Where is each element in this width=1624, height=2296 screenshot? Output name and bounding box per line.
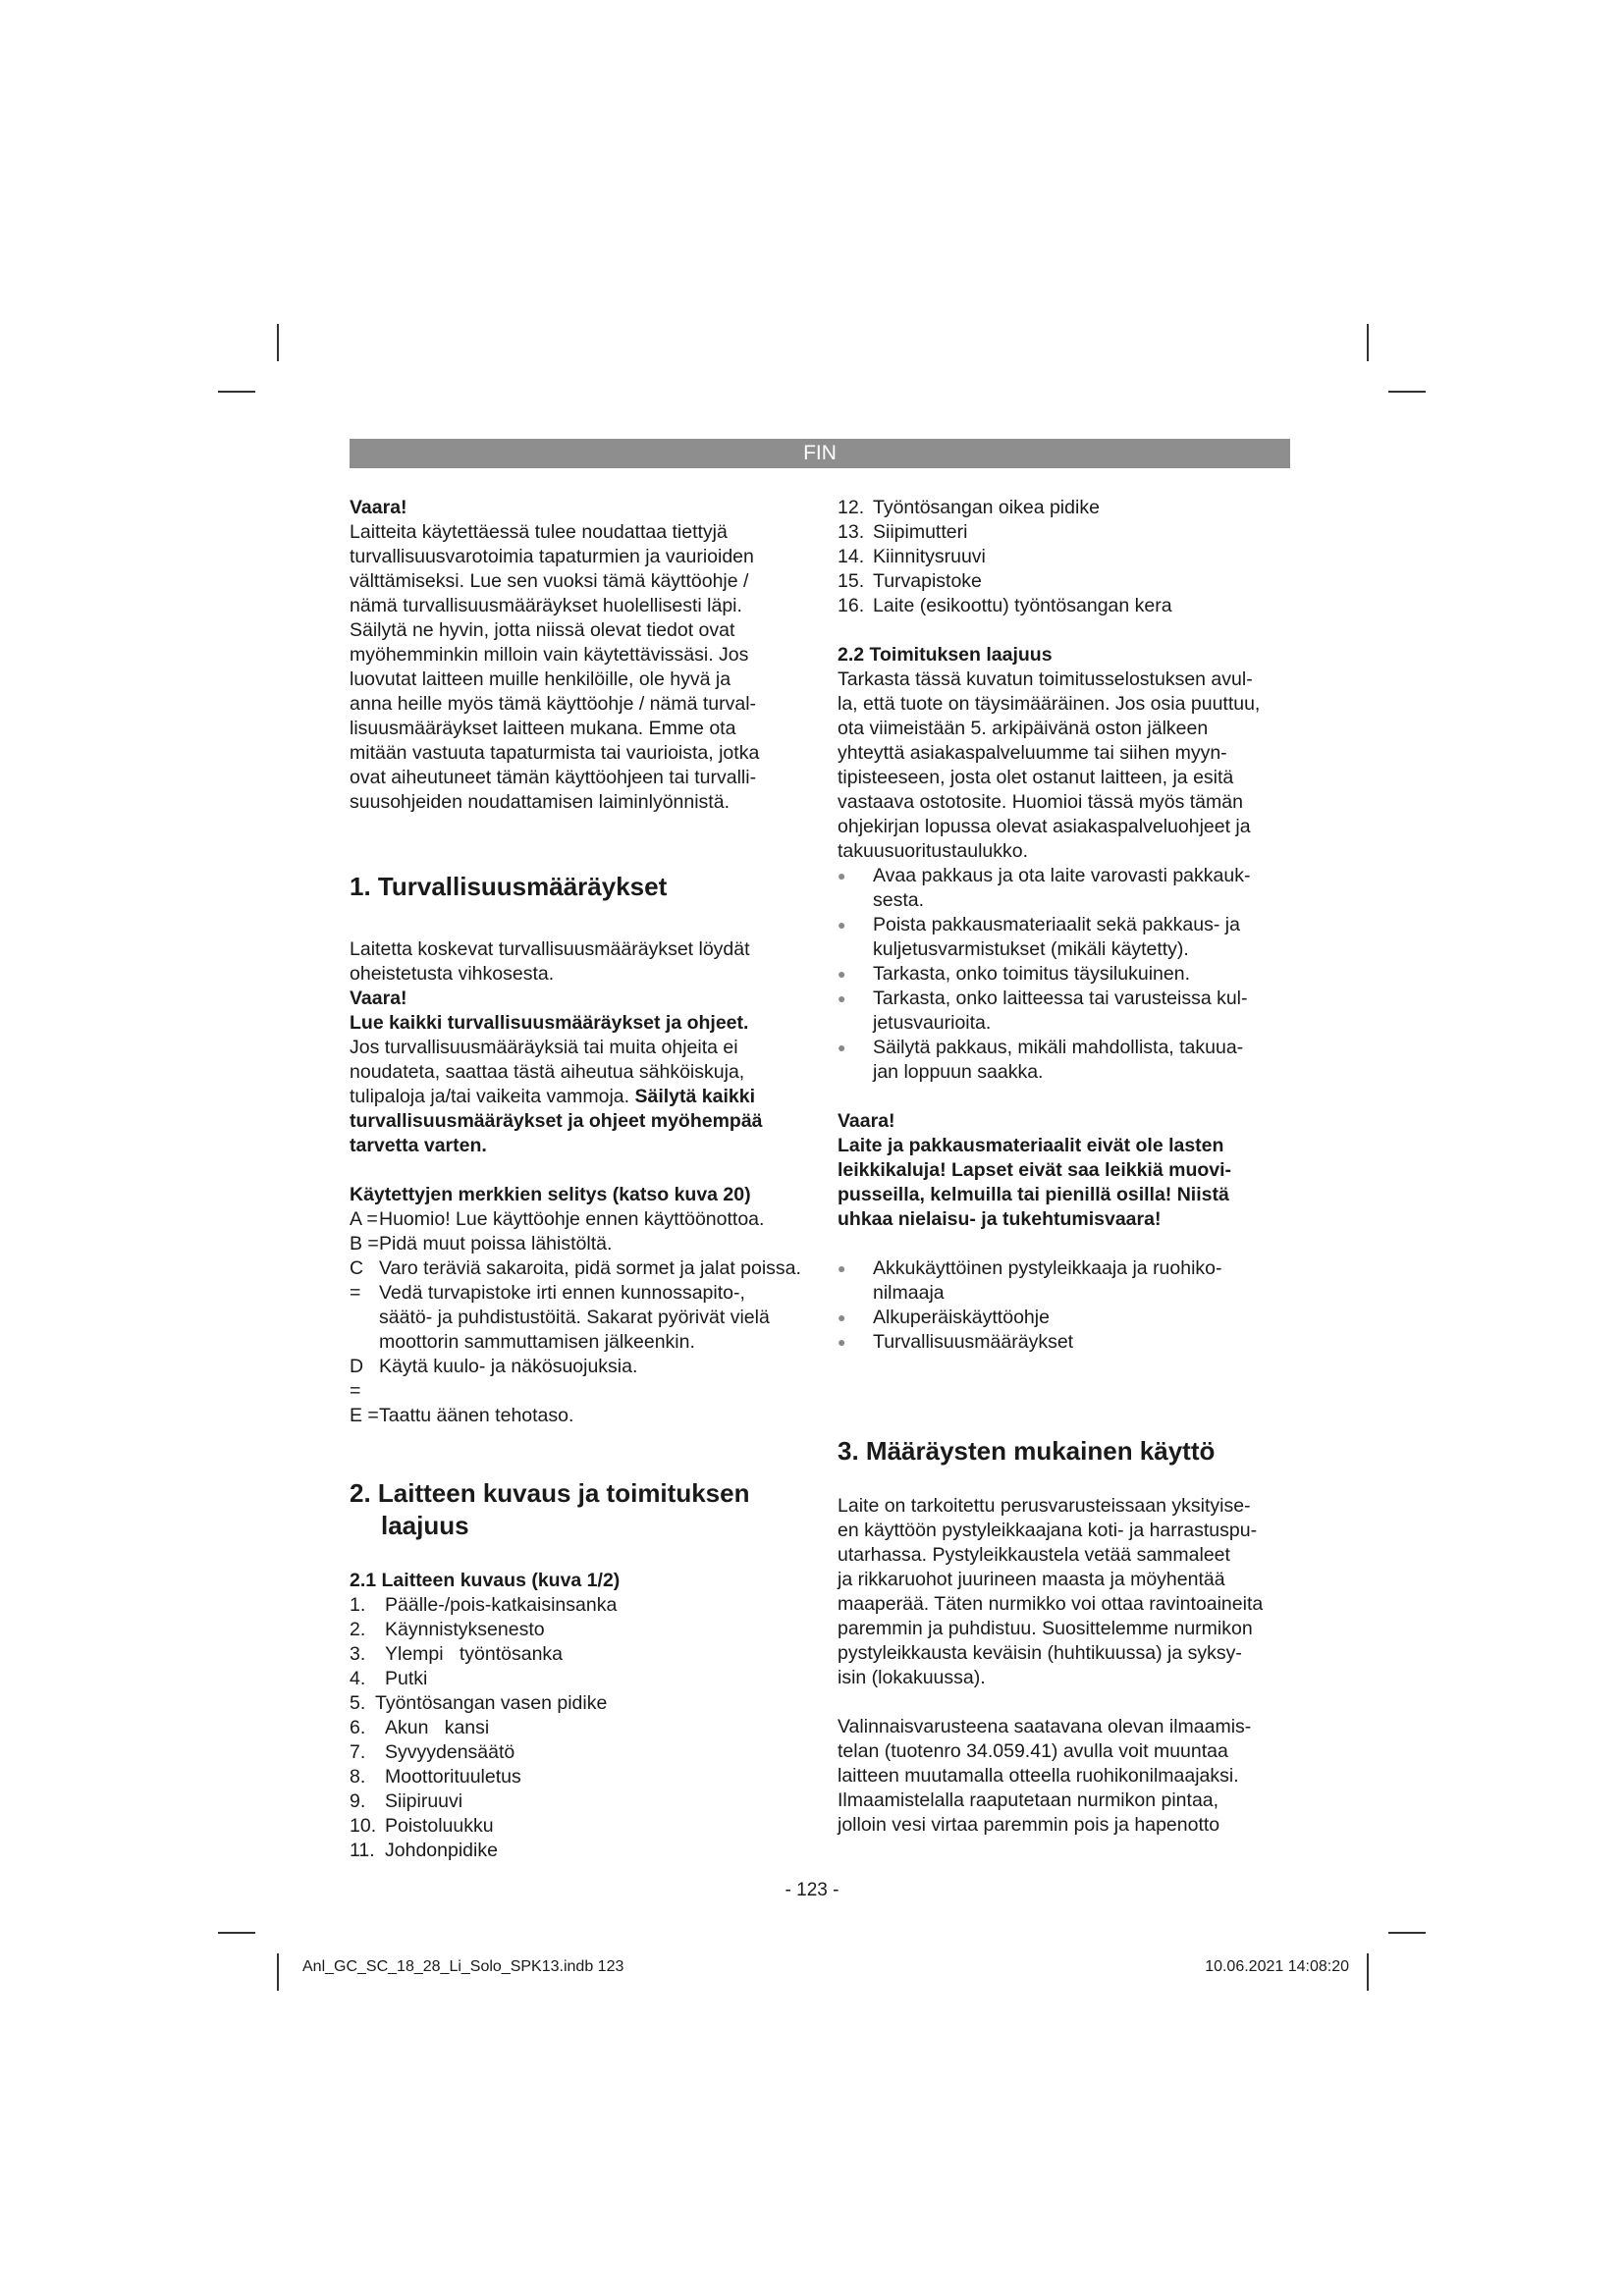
crop-mark <box>218 391 255 393</box>
crop-mark <box>1388 1932 1426 1934</box>
item-text: Poista pakkausmateriaalit sekä pakkaus- ja <box>873 914 1240 935</box>
symbol-key: C = <box>350 1257 364 1304</box>
item-number: 1. <box>350 1594 366 1616</box>
list-item <box>350 1667 801 1691</box>
item-number: 13. <box>838 521 865 543</box>
crop-mark <box>1367 324 1369 361</box>
symbol-key: B = <box>350 1233 379 1255</box>
bullet-icon: ● <box>838 1040 846 1055</box>
text-line: Laitetta koskevat turvallisuusmääräykset löydät <box>350 938 750 960</box>
list-item <box>350 1814 801 1839</box>
item-text: Tarkasta, onko laitteessa tai varusteissa kul- <box>873 988 1248 1009</box>
warning-body <box>350 520 801 815</box>
text-line: yhteyttä asiakaspalveluumme tai siihen myyn- <box>838 742 1227 764</box>
bullet-icon: ● <box>838 990 846 1006</box>
bold-line: Laite ja pakkausmateriaalit eivät ole lasten <box>838 1135 1224 1156</box>
list-item <box>838 987 1291 1036</box>
symbol-key: A = <box>350 1208 378 1230</box>
text-line: Ilmaamistelalla raaputetaan nurmikon pintaa, <box>838 1789 1219 1811</box>
text-line: jolloin vesi virtaa paremmin pois ja hapenotto <box>838 1814 1220 1836</box>
item-number: 6. <box>350 1717 366 1738</box>
symbol-text: Taattu äänen tehotaso. <box>379 1405 574 1426</box>
text-span: tulipaloja ja/tai vaikeita vammoja. <box>350 1086 635 1107</box>
bold-span: Säilytä kaikki <box>634 1086 755 1107</box>
text-line: Jos turvallisuusmääräyksiä tai muita ohjeita ei <box>350 1037 738 1058</box>
item-number: 8. <box>350 1766 366 1788</box>
item-text: Tarkasta, onko toimitus täysilukuinen. <box>873 963 1190 985</box>
item-number: 15. <box>838 570 865 592</box>
language-header-bar <box>350 439 1290 468</box>
symbol-item <box>350 1355 801 1404</box>
item-text: Säilytä pakkaus, mikäli mahdollista, takuua- <box>873 1037 1244 1058</box>
item-number: 3. <box>350 1643 366 1665</box>
crop-mark <box>277 1953 279 1991</box>
symbol-text: Huomio! Lue käyttöohje ennen käyttöönottoa. <box>379 1208 765 1230</box>
list-item <box>838 1036 1291 1085</box>
parts-list-continued <box>838 496 1291 618</box>
list-item <box>838 1330 1291 1355</box>
heading-line: laajuus <box>381 1511 469 1540</box>
text-line: en käyttöön pystyleikkaajana koti- ja harrastuspu- <box>838 1520 1258 1541</box>
item-text: Akkukäyttöinen pystyleikkaaja ja ruohiko- <box>873 1257 1222 1279</box>
crop-mark <box>277 324 279 361</box>
item-number: 7. <box>350 1741 366 1763</box>
list-item <box>838 594 1291 618</box>
symbols-heading: Käytettyjen merkkien selitys (katso kuva 20) <box>350 1184 751 1205</box>
text-line: noudateta, saattaa tästä aiheutua sähköiskuja, <box>350 1061 745 1083</box>
item-text: Akun kansi <box>385 1717 490 1738</box>
item-text: Laite (esikoottu) työntösangan kera <box>873 595 1172 616</box>
item-number: 12. <box>838 497 865 518</box>
item-text: Avaa pakkaus ja ota laite varovasti pakkauk- <box>873 865 1251 886</box>
text-line: ovat aiheutuneet tämän käyttöohjeen tai turvalli- <box>350 767 757 788</box>
text-line: laitteen muutamalla otteella ruohikonilmaajaksi. <box>838 1765 1239 1787</box>
language-label: FIN <box>803 442 837 464</box>
section-1-heading: 1. Turvallisuusmääräykset <box>350 872 668 901</box>
list-item <box>838 569 1291 594</box>
list-item <box>350 1740 801 1765</box>
item-text: nilmaaja <box>873 1282 945 1304</box>
item-text: Syvyydensäätö <box>385 1741 515 1763</box>
list-item <box>350 1642 801 1667</box>
section-2-2-body <box>838 667 1291 864</box>
item-text: Alkuperäiskäyttöohje <box>873 1307 1050 1328</box>
item-text: Työntösangan oikea pidike <box>873 497 1100 518</box>
item-text: Turvapistoke <box>873 570 982 592</box>
text-line: isin (lokakuussa). <box>838 1667 986 1688</box>
text-line: lisuusmääräykset laitteen mukana. Emme ota <box>350 718 736 739</box>
text-line: Laite on tarkoitettu perusvarusteissaan yksityise- <box>838 1495 1251 1517</box>
list-item <box>350 1765 801 1789</box>
bold-line: uhkaa nielaisu- ja tukehtumisvaara! <box>838 1208 1162 1230</box>
section-2-heading <box>350 1477 801 1542</box>
text-line: Säilytä ne hyvin, jotta niissä olevat tiedot ovat <box>350 619 735 641</box>
bold-line: tarvetta varten. <box>350 1135 487 1156</box>
list-item <box>350 1716 801 1740</box>
list-item <box>350 1593 801 1618</box>
section-2-2-heading: 2.2 Toimituksen laajuus <box>838 644 1053 666</box>
page-number: - 123 - <box>785 1880 839 1900</box>
text-line: Valinnaisvarusteena saatavana olevan ilmaamis- <box>838 1716 1252 1737</box>
symbol-text: Varo teräviä sakaroita, pidä sormet ja jalat poissa. Vedä turvapistoke irti ennen kunnossapito-, säätö- ja puhdistustöitä. Sakarat pyörivät vielä moottorin sammuttamisen jälkeenkin. <box>379 1257 801 1353</box>
text-line: la, että tuote on täysimääräinen. Jos osia puuttuu, <box>838 693 1261 715</box>
item-text: Turvallisuusmääräykset <box>873 1331 1074 1353</box>
text-line: anna heille myös tämä käyttöohje / nämä turval- <box>350 693 757 715</box>
text-line: telan (tuotenro 34.059.41) avulla voit muuntaa <box>838 1740 1228 1762</box>
symbol-key: E = <box>350 1405 379 1426</box>
list-item <box>350 1618 801 1642</box>
section-3-paragraph-1 <box>838 1494 1291 1690</box>
footer-file-info: Anl_GC_SC_18_28_Li_Solo_SPK13.indb 123 <box>302 1958 624 1975</box>
item-text: Moottorituuletus <box>385 1766 521 1788</box>
text-line: nämä turvallisuusmääräykset huolellisesti läpi. <box>350 595 742 616</box>
item-text: kuljetusvarmistukset (mikäli käytetty). <box>873 938 1189 960</box>
symbol-item <box>350 1207 801 1232</box>
item-number: 4. <box>350 1668 366 1689</box>
symbol-item <box>350 1404 801 1428</box>
item-number: 9. <box>350 1790 366 1812</box>
item-text: Siipiruuvi <box>385 1790 463 1812</box>
text-line: takuusuoritustaulukko. <box>838 840 1029 862</box>
text-line: ohjekirjan lopussa olevat asiakaspalveluohjeet ja <box>838 816 1251 837</box>
symbol-item <box>350 1232 801 1256</box>
item-text: Päälle-/pois-katkaisinsanka <box>385 1594 618 1616</box>
heading-line: 2. Laitteen kuvaus ja toimituksen <box>350 1478 750 1508</box>
item-text: Käynnistyksenesto <box>385 1619 545 1640</box>
list-item <box>350 1789 801 1814</box>
warning-bold-block <box>838 1134 1291 1232</box>
crop-mark <box>1388 391 1426 393</box>
warning-title: Vaara! <box>838 1110 895 1132</box>
bold-line: pusseilla, kelmuilla tai pienillä osilla! Niistä <box>838 1184 1229 1205</box>
bullet-icon: ● <box>838 1260 846 1276</box>
section-2-1-heading: 2.1 Laitteen kuvaus (kuva 1/2) <box>350 1570 621 1591</box>
item-number: 14. <box>838 546 865 567</box>
item-text: Poistoluukku <box>385 1815 494 1837</box>
symbols-list <box>350 1207 801 1428</box>
item-text: Työntösangan vasen pidike <box>375 1692 608 1714</box>
list-item <box>838 962 1291 987</box>
list-item <box>350 1691 801 1716</box>
text-line: Laitteita käytettäessä tulee noudattaa tiettyjä <box>350 521 728 543</box>
item-number: 16. <box>838 595 865 616</box>
section-3-heading: 3. Määräysten mukainen käyttö <box>838 1436 1216 1466</box>
text-line: tipisteeseen, josta olet ostanut laitteen, ja esitä <box>838 767 1234 788</box>
item-text: Johdonpidike <box>385 1840 498 1861</box>
symbol-text: Käytä kuulo- ja näkösuojuksia. <box>379 1356 638 1377</box>
item-text: jetusvaurioita. <box>873 1012 992 1034</box>
bold-line: turvallisuusmääräykset ja ohjeet myöhempää <box>350 1110 763 1132</box>
list-item <box>350 1839 801 1863</box>
text-line: ota viimeistään 5. arkipäivänä oston jälkeen <box>838 718 1209 739</box>
text-line: oheistetusta vihkosesta. <box>350 963 555 985</box>
item-text: jan loppuun saakka. <box>873 1061 1044 1083</box>
text-line: mitään vastuuta tapaturmista tai vaurioista, jotka <box>350 742 760 764</box>
item-text: Putki <box>385 1668 428 1689</box>
item-number: 5. <box>350 1692 366 1714</box>
list-item <box>838 913 1291 962</box>
warning-title: Vaara! <box>350 988 407 1009</box>
item-text: sesta. <box>873 889 925 911</box>
text-line: myöhemminkin milloin vain käytettävissäsi. Jos <box>350 644 749 666</box>
delivery-checklist <box>838 864 1291 1085</box>
text-line: turvallisuusvarotoimia tapaturmien ja vaurioiden <box>350 546 754 567</box>
section-3-paragraph-2 <box>838 1715 1291 1838</box>
text-line: maaperää. Täten nurmikko voi ottaa ravintoaineita <box>838 1593 1264 1615</box>
symbol-item <box>350 1256 801 1355</box>
symbol-key: D = <box>350 1356 364 1402</box>
list-item <box>838 864 1291 913</box>
item-number: 10. <box>350 1815 377 1837</box>
package-contents-list <box>838 1256 1291 1355</box>
text-line: pystyleikkausta keväisin (huhtikuussa) ja syksy- <box>838 1642 1242 1664</box>
section-1-intro <box>350 937 801 987</box>
item-number: 2. <box>350 1619 366 1640</box>
text-line: utarhassa. Pystyleikkaustela vetää sammaleet <box>838 1544 1230 1566</box>
list-item <box>838 1306 1291 1330</box>
symbol-text: Pidä muut poissa lähistöltä. <box>379 1233 613 1255</box>
text-line: välttämiseksi. Lue sen vuoksi tämä käyttöohje / <box>350 570 749 592</box>
left-column <box>350 496 801 1863</box>
item-text: Ylempi työntösanka <box>385 1643 564 1665</box>
list-item <box>838 1256 1291 1306</box>
text-line: luovutat laitteen muille henkilöille, ole hyvä ja <box>350 668 731 690</box>
text-line: suusohjeiden noudattamisen laiminlyönnistä. <box>350 791 730 813</box>
text-line: Tarkasta tässä kuvatun toimitusselostuksen avul- <box>838 668 1253 690</box>
bullet-icon: ● <box>838 917 846 933</box>
warning-bold-line: Lue kaikki turvallisuusmääräykset ja ohjeet. <box>350 1012 749 1034</box>
list-item <box>838 520 1291 545</box>
list-item <box>838 496 1291 520</box>
text-line <box>350 1085 801 1109</box>
parts-list <box>350 1593 801 1863</box>
warning-title: Vaara! <box>350 497 407 518</box>
text-line: ja rikkaruohot juurineen maasta ja möyhentää <box>838 1569 1225 1590</box>
item-text: Siipimutteri <box>873 521 968 543</box>
bullet-icon: ● <box>838 1309 846 1325</box>
text-line: vastaava ostotosite. Huomioi tässä myös tämän <box>838 791 1243 813</box>
bold-line: leikkikaluja! Lapset eivät saa leikkiä muovi- <box>838 1159 1232 1181</box>
item-number: 11. <box>350 1840 375 1861</box>
crop-mark <box>218 1932 255 1934</box>
list-item <box>838 545 1291 569</box>
bullet-icon: ● <box>838 868 846 883</box>
text-line: paremmin ja puhdistuu. Suosittelemme nurmikon <box>838 1618 1253 1639</box>
right-column <box>838 496 1291 1838</box>
item-text: Kiinnitysruuvi <box>873 546 986 567</box>
bullet-icon: ● <box>838 1334 846 1350</box>
crop-mark <box>1367 1953 1369 1991</box>
bullet-icon: ● <box>838 966 846 982</box>
footer-timestamp: 10.06.2021 14:08:20 <box>1205 1958 1349 1975</box>
